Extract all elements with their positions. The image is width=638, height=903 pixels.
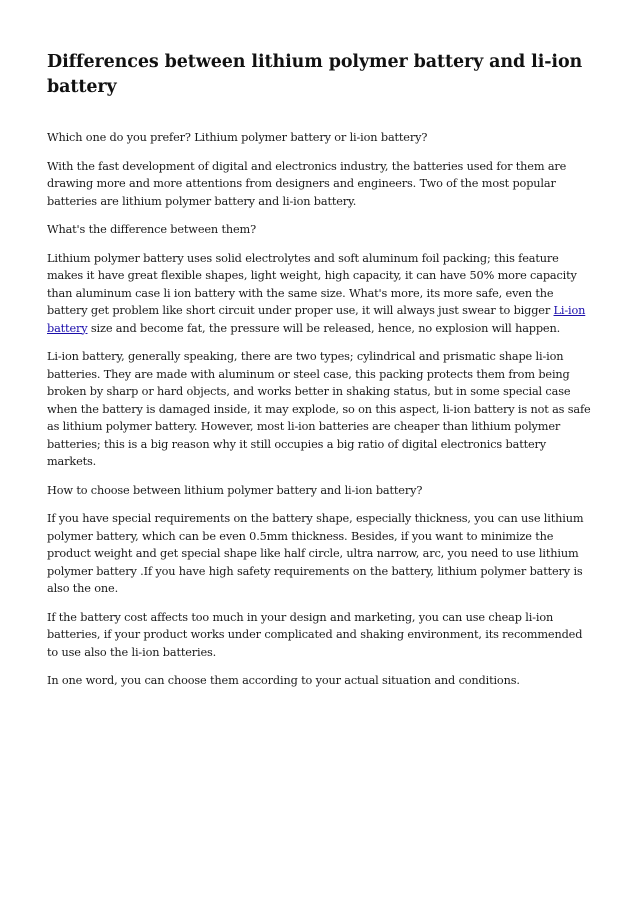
- paragraph-cost: If the battery cost affects too much in your design and marketing, you can use cheap li-ion batteries, if your product works under complicated and shaking environment, its recommended to use also the li-ion batteries.: [47, 610, 583, 659]
- document-title: Differences between lithium polymer battery and li-ion battery: [47, 52, 583, 97]
- paragraph-text-before-link: Lithium polymer battery uses solid electrolytes and soft aluminum foil packing; this feature makes it have great flexible shapes, light weight, high capacity, it can have 50% more capacity than aluminum case li ion battery with the same size. What's more, its more safe, even the battery get problem like short circuit under proper use, it will always just swear to bigger: [47, 251, 577, 317]
- paragraph-question: Which one do you prefer? Lithium polymer battery or li-ion battery?: [47, 131, 428, 144]
- paragraph-lithium-polymer: [47, 250, 595, 338]
- paragraph-text-after-link: size and become fat, the pressure will be released, hence, no explosion will happen.: [87, 321, 561, 335]
- paragraph-li-ion: Li-ion battery, generally speaking, there are two types; cylindrical and prismatic shape li-ion batteries. They are made with aluminum or steel case, this packing protects them from being broken by sharp or hard objects, and works better in shaking status, but in some special case when the battery is damaged inside, it may explode, so on this aspect, li-ion battery is not as safe as lithium polymer battery. However, most li-ion batteries are cheaper than lithium polymer batteries; this is a big reason why it still occupies a big ratio of digital electronics battery markets.: [47, 350, 591, 468]
- document-body: [47, 50, 595, 701]
- paragraph-intro: With the fast development of digital and electronics industry, the batteries used for them are drawing more and more attentions from designers and engineers. Two of the most popular batteries are lithium polymer battery and li-ion battery.: [47, 159, 567, 208]
- paragraph-shape-requirements: If you have special requirements on the battery shape, especially thickness, you can use lithium polymer battery, which can be even 0.5mm thickness. Besides, if you want to minimize the product weight and get special shape like half circle, ultra narrow, arc, you need to use lithium polymer battery .If you have high safety requirements on the battery, lithium polymer battery is also the one.: [47, 512, 584, 595]
- paragraph-difference-question: What's the difference between them?: [47, 223, 256, 236]
- li-ion-battery-link[interactable]: Li-ion battery: [47, 304, 586, 335]
- paragraph-how-to-choose: How to choose between lithium polymer battery and li-ion battery?: [47, 483, 423, 497]
- paragraph-conclusion: In one word, you can choose them according to your actual situation and conditions.: [47, 674, 520, 687]
